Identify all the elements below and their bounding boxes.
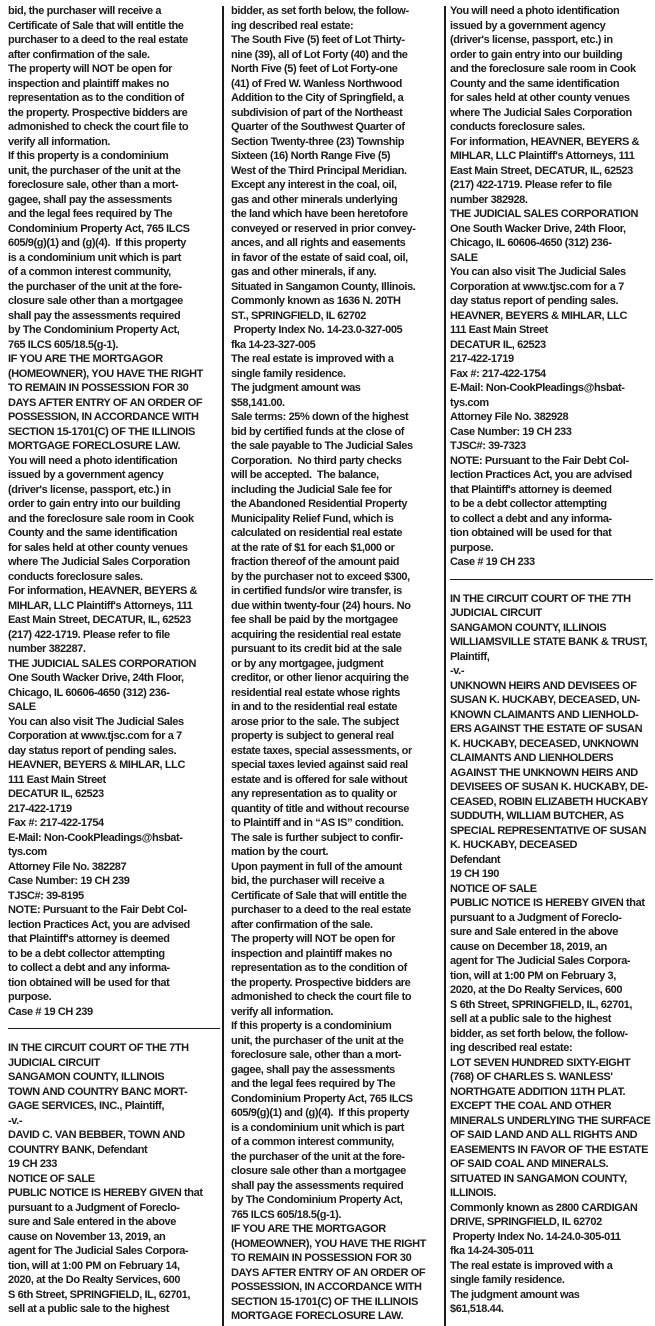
text-line: SUDDUTH, WILLIAM BUTCHER, AS — [450, 810, 624, 822]
text-line: SANGAMON COUNTY, ILLINOIS — [450, 621, 607, 634]
text-line: E-Mail: Non-CookPleadings@hsbat- — [450, 382, 625, 394]
text-line: the purchaser of the unit at the fore- — [231, 1150, 405, 1163]
text-line: Case # 19 CH 239 — [8, 1005, 93, 1018]
notice-divider — [450, 579, 653, 580]
text-line: Attorney File No. 382928 — [450, 411, 569, 423]
text-line: by the purchaser not to exceed $300, — [231, 570, 410, 583]
text-line: shall pay the assessments required — [231, 1179, 404, 1192]
text-line: pursuant to a Judgment of Foreclo- — [450, 911, 622, 924]
text-line: JUDICIAL CIRCUIT — [450, 607, 542, 619]
text-line: County and the same identification — [450, 77, 620, 90]
text-line: DECATUR IL, 62523 — [450, 338, 546, 351]
text-line: HEAVNER, BEYERS & MIHLAR, LLC — [8, 759, 186, 771]
text-line: Defendant — [450, 853, 501, 866]
text-line: DEVISEES OF SUSAN K. HUCKABY, DE- — [450, 781, 648, 793]
text-line: day status report of pending sales. — [8, 744, 177, 757]
text-line: cause on November 13, 2019, an — [8, 1230, 166, 1243]
text-line: DAVID C. VAN BEBBER, TOWN AND — [8, 1129, 185, 1141]
text-line: and the legal fees required by The — [8, 208, 173, 220]
text-line: 111 East Main Street — [8, 773, 106, 786]
text-line: conducts foreclosure sales. — [8, 570, 143, 583]
text-line: 605/9(g)(1) and (g)(4). If this property — [8, 237, 186, 249]
text-line: subdivision of part of the Northeast — [231, 106, 403, 119]
text-line: Case # 19 CH 233 — [450, 556, 535, 568]
text-line: PUBLIC NOTICE IS HEREBY GIVEN that — [8, 1187, 203, 1199]
text-line: to collect a debt and any informa- — [8, 962, 170, 974]
column-separator-rule-2 — [444, 6, 446, 1326]
text-line: SANGAMON COUNTY, ILLINOIS — [8, 1071, 165, 1083]
text-line: arose prior to the sale. The subject — [231, 715, 399, 728]
text-line: POSSESSION, IN ACCORDANCE WITH — [231, 1281, 422, 1293]
text-line: EXCEPT THE COAL AND OTHER — [450, 1100, 612, 1112]
text-line: (driver's license, passport, etc.) in — [450, 34, 613, 46]
text-line: at the rate of $1 for each $1,000 or — [231, 541, 395, 554]
text-line: creditor, or other lienor acquiring the — [231, 672, 409, 684]
text-line: and the legal fees required by The — [231, 1078, 396, 1090]
text-line: LOT SEVEN HUNDRED SIXTY-EIGHT — [450, 1056, 631, 1069]
text-line: bidder, as set forth below, the follow- — [231, 5, 409, 17]
text-line: gas and other minerals underlying — [231, 193, 398, 206]
text-line: THE JUDICIAL SALES CORPORATION — [450, 208, 639, 220]
text-line: Property Index No. 14-23.0-327-005 — [231, 324, 403, 336]
legal-notices-column-3 — [450, 4, 653, 1326]
text-line: cause on December 18, 2019, an — [450, 940, 607, 953]
text-line: 111 East Main Street — [450, 324, 548, 336]
text-line: verify all information. — [8, 135, 111, 148]
text-line: verify all information. — [231, 1005, 334, 1018]
column-separator-rule-1 — [222, 6, 224, 1326]
legal-notices-column-1 — [8, 4, 220, 1326]
text-line: where The Judicial Sales Corporation — [8, 556, 190, 568]
text-line: where The Judicial Sales Corporation — [450, 106, 632, 119]
text-line: in certified funds/or wire transfer, is — [231, 585, 402, 597]
text-line: Property Index No. 14-24.0-305-011 — [450, 1230, 621, 1243]
text-line: the Abandoned Residential Property — [231, 498, 408, 510]
text-line: representation as to the condition of — [231, 962, 407, 974]
text-line: agent for The Judicial Sales Corpora- — [8, 1245, 189, 1257]
text-line: Upon payment in full of the amount — [231, 860, 402, 873]
text-line: S 6th Street, SPRINGFIELD, IL, 62701, — [8, 1288, 191, 1301]
text-line: in favor of the estate of said coal, oil, — [231, 251, 408, 264]
text-line: pursuant to a Judgment of Foreclo- — [8, 1201, 180, 1214]
text-line: Corporation. No third party checks — [231, 454, 402, 467]
text-line: KNOWN CLAIMANTS AND LIENHOLD- — [450, 708, 639, 721]
text-line: MIHLAR, LLC Plaintiff's Attorneys, 111 — [8, 599, 193, 612]
text-line: conveyed or reserved in prior convey- — [231, 222, 416, 235]
text-line: NOTE: Pursuant to the Fair Debt Col- — [8, 904, 187, 916]
text-line: OF SAID COAL AND MINERALS. — [450, 1158, 609, 1170]
text-line: K. HUCKABY, DECEASED, UNKNOWN — [450, 737, 639, 750]
text-line: 605/9(g)(1) and (g)(4). If this property — [231, 1107, 409, 1119]
text-line: mation by the court. — [231, 846, 329, 858]
text-line: gas and other minerals, if any. — [231, 266, 377, 278]
text-line: sell at a public sale to the highest — [8, 1303, 170, 1315]
text-line: calculated on residential real estate — [231, 527, 403, 539]
text-line: The South Five (5) feet of Lot Thirty- — [231, 34, 405, 46]
text-line: nine (39), all of Lot Forty (40) and the — [231, 48, 408, 61]
text-line: sure and Sale entered in the above — [450, 926, 618, 938]
text-line: (HOMEOWNER), YOU HAVE THE RIGHT — [8, 367, 203, 380]
text-line: E-Mail: Non-CookPleadings@hsbat- — [8, 831, 183, 844]
text-line: inspection and plaintiff makes no — [231, 947, 392, 960]
legal-notices-column-2 — [231, 4, 439, 1326]
text-line: bid, the purchaser will receive a — [8, 5, 162, 17]
text-line: The property will NOT be open for — [231, 933, 396, 945]
text-line: special taxes levied against said real — [231, 759, 408, 771]
text-line: fka 14-23-327-005 — [231, 338, 316, 351]
text-line: closure sale other than a mortgagee — [231, 1165, 406, 1177]
text-line: to be a debt collector attempting — [450, 498, 607, 510]
text-line: to Plaintiff and in “AS IS” condition. — [231, 817, 404, 829]
text-line: $58,141.00. — [231, 396, 285, 409]
text-line: the property. Prospective bidders are — [8, 106, 188, 119]
text-line: SUSAN K. HUCKABY, DECEASED, UN- — [450, 694, 640, 706]
text-line: that Plaintiff's attorney is deemed — [450, 483, 612, 496]
text-line: lection Practices Act, you are advised — [8, 918, 190, 931]
text-line: West of the Third Principal Meridian. — [231, 164, 407, 177]
text-line: unit, the purchaser of the unit at the — [231, 1034, 404, 1047]
text-line: The property will NOT be open for — [8, 63, 173, 75]
text-line: Fax #: 217-422-1754 — [8, 817, 104, 829]
text-line: (HOMEOWNER), YOU HAVE THE RIGHT — [231, 1237, 426, 1250]
text-line: TJSC#: 39-7323 — [450, 440, 526, 452]
text-line: If this property is a condominium — [8, 150, 169, 162]
text-line: by The Condominium Property Act, — [8, 324, 180, 336]
text-line: One South Wacker Drive, 24th Floor, — [450, 222, 626, 235]
text-line: is a condominium unit which is part — [231, 1121, 405, 1134]
text-line: MINERALS UNDERLYING THE SURFACE — [450, 1114, 651, 1127]
text-line: lection Practices Act, you are advised — [450, 469, 632, 481]
text-line: You can also visit The Judicial Sales — [450, 266, 626, 278]
text-line: to be a debt collector attempting — [8, 947, 165, 960]
text-line: ST., SPRINGFIELD, IL 62702 — [231, 309, 366, 322]
notice-divider — [8, 1028, 220, 1029]
text-line: Municipality Relief Fund, which is — [231, 512, 394, 525]
text-line: S 6th Street, SPRINGFIELD, IL, 62701, — [450, 998, 633, 1011]
text-line: foreclosure sale, other than a mort- — [231, 1049, 402, 1061]
text-line: You can also visit The Judicial Sales — [8, 715, 184, 728]
text-line: NOTICE OF SALE — [8, 1172, 95, 1185]
text-line: Commonly known as 1636 N. 20TH — [231, 295, 401, 307]
text-line: Plaintiff, — [450, 650, 490, 663]
text-line: single family residence. — [231, 367, 346, 380]
text-line: East Main Street, DECATUR, IL, 62523 — [450, 164, 633, 177]
text-line: Condominium Property Act, 765 ILCS — [231, 1092, 413, 1105]
text-line: the purchaser of the unit at the fore- — [8, 280, 182, 293]
text-line: SALE — [450, 251, 478, 264]
text-line: Situated in Sangamon County, Illinois. — [231, 280, 416, 293]
text-line: conducts foreclosure sales. — [450, 121, 585, 133]
text-line: ing described real estate: — [231, 19, 354, 32]
text-line: foreclosure sale, other than a mort- — [8, 179, 179, 191]
text-line: tys.com — [450, 396, 489, 409]
text-line: agent for The Judicial Sales Corpora- — [450, 955, 631, 967]
text-line: residential real estate whose rights — [231, 686, 401, 699]
text-line: Condominium Property Act, 765 ILCS — [8, 222, 190, 235]
text-line: ERS AGAINST THE ESTATE OF SUSAN — [450, 723, 643, 735]
text-line: IN THE CIRCUIT COURT OF THE 7TH — [450, 592, 631, 605]
text-line: single family residence. — [450, 1274, 565, 1286]
text-line: DAYS AFTER ENTRY OF AN ORDER OF — [8, 396, 203, 409]
text-line: closure sale other than a mortgagee — [8, 295, 183, 307]
text-line: DECATUR IL, 62523 — [8, 788, 104, 800]
text-line: The judgment amount was — [450, 1288, 580, 1301]
text-line: acquiring the residential real estate — [231, 628, 401, 641]
text-line: shall pay the assessments required — [8, 309, 181, 322]
text-line: TO REMAIN IN POSSESSION FOR 30 — [231, 1252, 412, 1264]
text-line: of a common interest community, — [8, 266, 171, 278]
text-line: (driver's license, passport, etc.) in — [8, 483, 171, 496]
text-line: of a common interest community, — [231, 1136, 394, 1148]
text-line: You will need a photo identification — [8, 454, 178, 467]
text-line: Corporation at www.tjsc.com for a 7 — [8, 730, 182, 742]
text-line: bid, the purchaser will receive a — [231, 875, 385, 887]
text-line: Sale terms: 25% down of the highest — [231, 411, 409, 423]
text-line: quantity of title and without recourse — [231, 802, 409, 815]
text-line: including the Judicial Sale fee for — [231, 483, 392, 496]
text-line: NOTICE OF SALE — [450, 882, 537, 895]
text-line: Certificate of Sale that will entitle the — [8, 19, 184, 32]
text-line: TJSC#: 39-8195 — [8, 889, 84, 902]
text-line: purpose. — [8, 991, 52, 1003]
text-line: gagee, shall pay the assessments — [8, 193, 172, 206]
text-line: MIHLAR, LLC Plaintiff's Attorneys, 111 — [450, 150, 635, 162]
text-line: issued by a government agency — [450, 19, 606, 32]
text-line: NOTE: Pursuant to the Fair Debt Col- — [450, 454, 629, 467]
text-line: number 382928. — [450, 193, 528, 206]
text-line: East Main Street, DECATUR, IL, 62523 — [8, 614, 191, 626]
text-line: after confirmation of the sale. — [231, 918, 373, 931]
text-line: MORTGAGE FORECLOSURE LAW. — [231, 1310, 404, 1322]
text-line: Case Number: 19 CH 233 — [450, 425, 572, 438]
text-line: will be accepted. The balance, — [231, 469, 379, 481]
text-line: and the foreclosure sale room in Cook — [450, 63, 636, 75]
text-line: North Five (5) feet of Lot Forty-one — [231, 63, 398, 75]
text-line: sell at a public sale to the highest — [450, 1013, 612, 1025]
text-line: bidder, as set forth below, the follow- — [450, 1027, 628, 1040]
text-line: Chicago, IL 60606-4650 (312) 236- — [8, 686, 170, 699]
text-line: or by any mortgagee, judgment — [231, 657, 384, 670]
text-line: sure and Sale entered in the above — [8, 1216, 176, 1228]
text-line: The judgment amount was — [231, 382, 361, 394]
text-line: JUDICIAL CIRCUIT — [8, 1056, 100, 1069]
text-line: COUNTRY BANK, Defendant — [8, 1143, 148, 1156]
text-line: order to gain entry into our building — [8, 498, 181, 510]
text-line: Section Twenty-three (23) Township — [231, 135, 405, 148]
text-line: (217) 422-1719. Please refer to file — [8, 628, 170, 641]
text-line: Fax #: 217-422-1754 — [450, 367, 546, 380]
text-line: property is subject to general real — [231, 730, 394, 742]
text-line: For information, HEAVNER, BEYERS & — [450, 135, 640, 148]
text-line: 217-422-1719 — [450, 353, 514, 365]
text-line: The real estate is improved with a — [450, 1259, 613, 1272]
text-line: any representation as to quality or — [231, 788, 397, 800]
text-line: fee shall be paid by the mortgagee — [231, 614, 398, 626]
text-line: CEASED, ROBIN ELIZABETH HUCKABY — [450, 795, 648, 808]
text-line: UNKNOWN HEIRS AND DEVISEES OF — [450, 679, 637, 692]
text-line: SITUATED IN SANGAMON COUNTY, — [450, 1172, 627, 1185]
text-line: that Plaintiff's attorney is deemed — [8, 933, 170, 945]
text-line: the property. Prospective bidders are — [231, 976, 411, 989]
text-line: DRIVE, SPRINGFIELD, IL 62702 — [450, 1216, 602, 1228]
text-line: IN THE CIRCUIT COURT OF THE 7TH — [8, 1042, 189, 1054]
text-line: DAYS AFTER ENTRY OF AN ORDER OF — [231, 1266, 426, 1279]
text-line: ances, and all rights and easements — [231, 237, 406, 249]
text-line: tion, will at 1:00 PM on February 3, — [450, 969, 616, 982]
text-line: Addition to the City of Springfield, a — [231, 92, 404, 104]
text-line: The real estate is improved with a — [231, 353, 394, 365]
text-line: estate taxes, special assessments, or — [231, 744, 412, 757]
text-line: Chicago, IL 60606-4650 (312) 236- — [450, 237, 612, 249]
text-line: (41) of Fred W. Wanless Northwood — [231, 77, 402, 90]
text-line: for sales held at other county venues — [8, 541, 188, 554]
text-line: (768) OF CHARLES S. WANLESS' — [450, 1071, 613, 1083]
text-line: representation as to the condition of — [8, 92, 184, 104]
text-line: gagee, shall pay the assessments — [231, 1063, 395, 1076]
text-line: TOWN AND COUNTRY BANC MORT- — [8, 1085, 188, 1098]
text-line: Commonly known as 2800 CARDIGAN — [450, 1201, 638, 1214]
text-line: and the foreclosure sale room in Cook — [8, 512, 194, 525]
text-line: fraction thereof of the amount paid — [231, 556, 400, 568]
text-line: 2020, at the Do Realty Services, 600 — [8, 1274, 181, 1286]
text-line: THE JUDICIAL SALES CORPORATION — [8, 657, 197, 670]
text-line: to collect a debt and any informa- — [450, 512, 612, 525]
text-line: ILLINOIS. — [450, 1187, 496, 1199]
text-line: One South Wacker Drive, 24th Floor, — [8, 672, 184, 684]
text-line: ing described real estate: — [450, 1042, 573, 1054]
text-line: AGAINST THE UNKNOWN HEIRS AND — [450, 766, 638, 779]
text-line: -v.- — [450, 665, 465, 677]
text-line: fka 14-24-305-011 — [450, 1245, 534, 1257]
text-line: Attorney File No. 382287 — [8, 860, 127, 873]
text-line: 765 ILCS 605/18.5(g-1). — [8, 338, 119, 351]
text-line: tys.com — [8, 846, 47, 858]
text-line: 19 CH 190 — [450, 868, 499, 880]
text-line: Except any interest in the coal, oil, — [231, 179, 397, 191]
text-line: If this property is a condominium — [231, 1020, 392, 1032]
text-line: tion obtained will be used for that — [8, 976, 170, 989]
text-line: 19 CH 233 — [8, 1158, 57, 1170]
text-line: SECTION 15-1701(C) OF THE ILLINOIS — [8, 425, 195, 438]
text-line: number 382287. — [8, 643, 86, 655]
text-line: issued by a government agency — [8, 469, 164, 481]
text-line: 765 ILCS 605/18.5(g-1). — [231, 1208, 342, 1221]
text-line: the sale payable to The Judicial Sales — [231, 440, 413, 452]
text-line: SALE — [8, 701, 36, 713]
text-line: The sale is further subject to confir- — [231, 831, 403, 844]
text-line: Corporation at www.tjsc.com for a 7 — [450, 280, 624, 293]
text-line: You will need a photo identification — [450, 5, 620, 17]
text-line: POSSESSION, IN ACCORDANCE WITH — [8, 411, 199, 423]
text-line: in and to the residential real estate — [231, 701, 398, 713]
text-line: Case Number: 19 CH 239 — [8, 875, 130, 887]
text-line: PUBLIC NOTICE IS HEREBY GIVEN that — [450, 897, 645, 909]
text-line: County and the same identification — [8, 527, 178, 539]
text-line: purchaser to a deed to the real estate — [8, 34, 188, 46]
text-line: admonished to check the court file to — [8, 121, 189, 133]
text-line: -v.- — [8, 1114, 23, 1127]
text-line: tion obtained will be used for that — [450, 527, 612, 539]
text-line: MORTGAGE FORECLOSURE LAW. — [8, 440, 181, 452]
text-line: purpose. — [450, 541, 494, 554]
text-line: order to gain entry into our building — [450, 48, 623, 61]
text-line: admonished to check the court file to — [231, 991, 412, 1003]
text-line: (217) 422-1719. Please refer to file — [450, 179, 612, 191]
text-line: CLAIMANTS AND LIENHOLDERS — [450, 752, 614, 764]
text-line: HEAVNER, BEYERS & MIHLAR, LLC — [450, 309, 628, 322]
text-line: Quarter of the Southwest Quarter of — [231, 121, 405, 133]
text-line: SPECIAL REPRESENTATIVE OF SUSAN — [450, 824, 647, 837]
text-line: Certificate of Sale that will entitle the — [231, 889, 407, 902]
text-line: GAGE SERVICES, INC., Plaintiff, — [8, 1100, 165, 1112]
text-line: is a condominium unit which is part — [8, 251, 182, 264]
text-line: NORTHGATE ADDITION 11TH PLAT. — [450, 1085, 626, 1098]
text-line: by The Condominium Property Act, — [231, 1194, 403, 1206]
text-line: EASEMENTS IN FAVOR OF THE ESTATE — [450, 1143, 649, 1156]
text-line: for sales held at other county venues — [450, 92, 630, 104]
text-line: TO REMAIN IN POSSESSION FOR 30 — [8, 382, 189, 394]
text-line: due within twenty-four (24) hours. No — [231, 599, 411, 612]
text-line: WILLIAMSVILLE STATE BANK & TRUST, — [450, 636, 648, 648]
text-line: after confirmation of the sale. — [8, 48, 150, 61]
text-line: IF YOU ARE THE MORTGAGOR — [8, 353, 163, 365]
text-line: For information, HEAVNER, BEYERS & — [8, 585, 198, 597]
text-line: OF SAID LAND AND ALL RIGHTS AND — [450, 1129, 638, 1141]
text-line: 2020, at the Do Realty Services, 600 — [450, 984, 623, 996]
text-line: estate and is offered for sale without — [231, 773, 408, 786]
text-line: pursuant to its credit bid at the sale — [231, 643, 402, 655]
text-line: inspection and plaintiff makes no — [8, 77, 169, 90]
text-line: unit, the purchaser of the unit at the — [8, 164, 181, 177]
text-line: tion, will at 1:00 PM on February 14, — [8, 1259, 180, 1272]
text-line: bid by certified funds at the close of — [231, 425, 405, 438]
text-line: day status report of pending sales. — [450, 295, 619, 307]
text-line: Sixteen (16) North Range Five (5) — [231, 150, 391, 162]
text-line: IF YOU ARE THE MORTGAGOR — [231, 1223, 386, 1235]
text-line: SECTION 15-1701(C) OF THE ILLINOIS — [231, 1295, 418, 1308]
text-line: the land which have been heretofore — [231, 208, 408, 220]
text-line: 217-422-1719 — [8, 802, 72, 815]
text-line: K. HUCKABY, DECEASED — [450, 839, 578, 851]
text-line: purchaser to a deed to the real estate — [231, 904, 411, 916]
text-line: $61,518.44. — [450, 1303, 504, 1315]
